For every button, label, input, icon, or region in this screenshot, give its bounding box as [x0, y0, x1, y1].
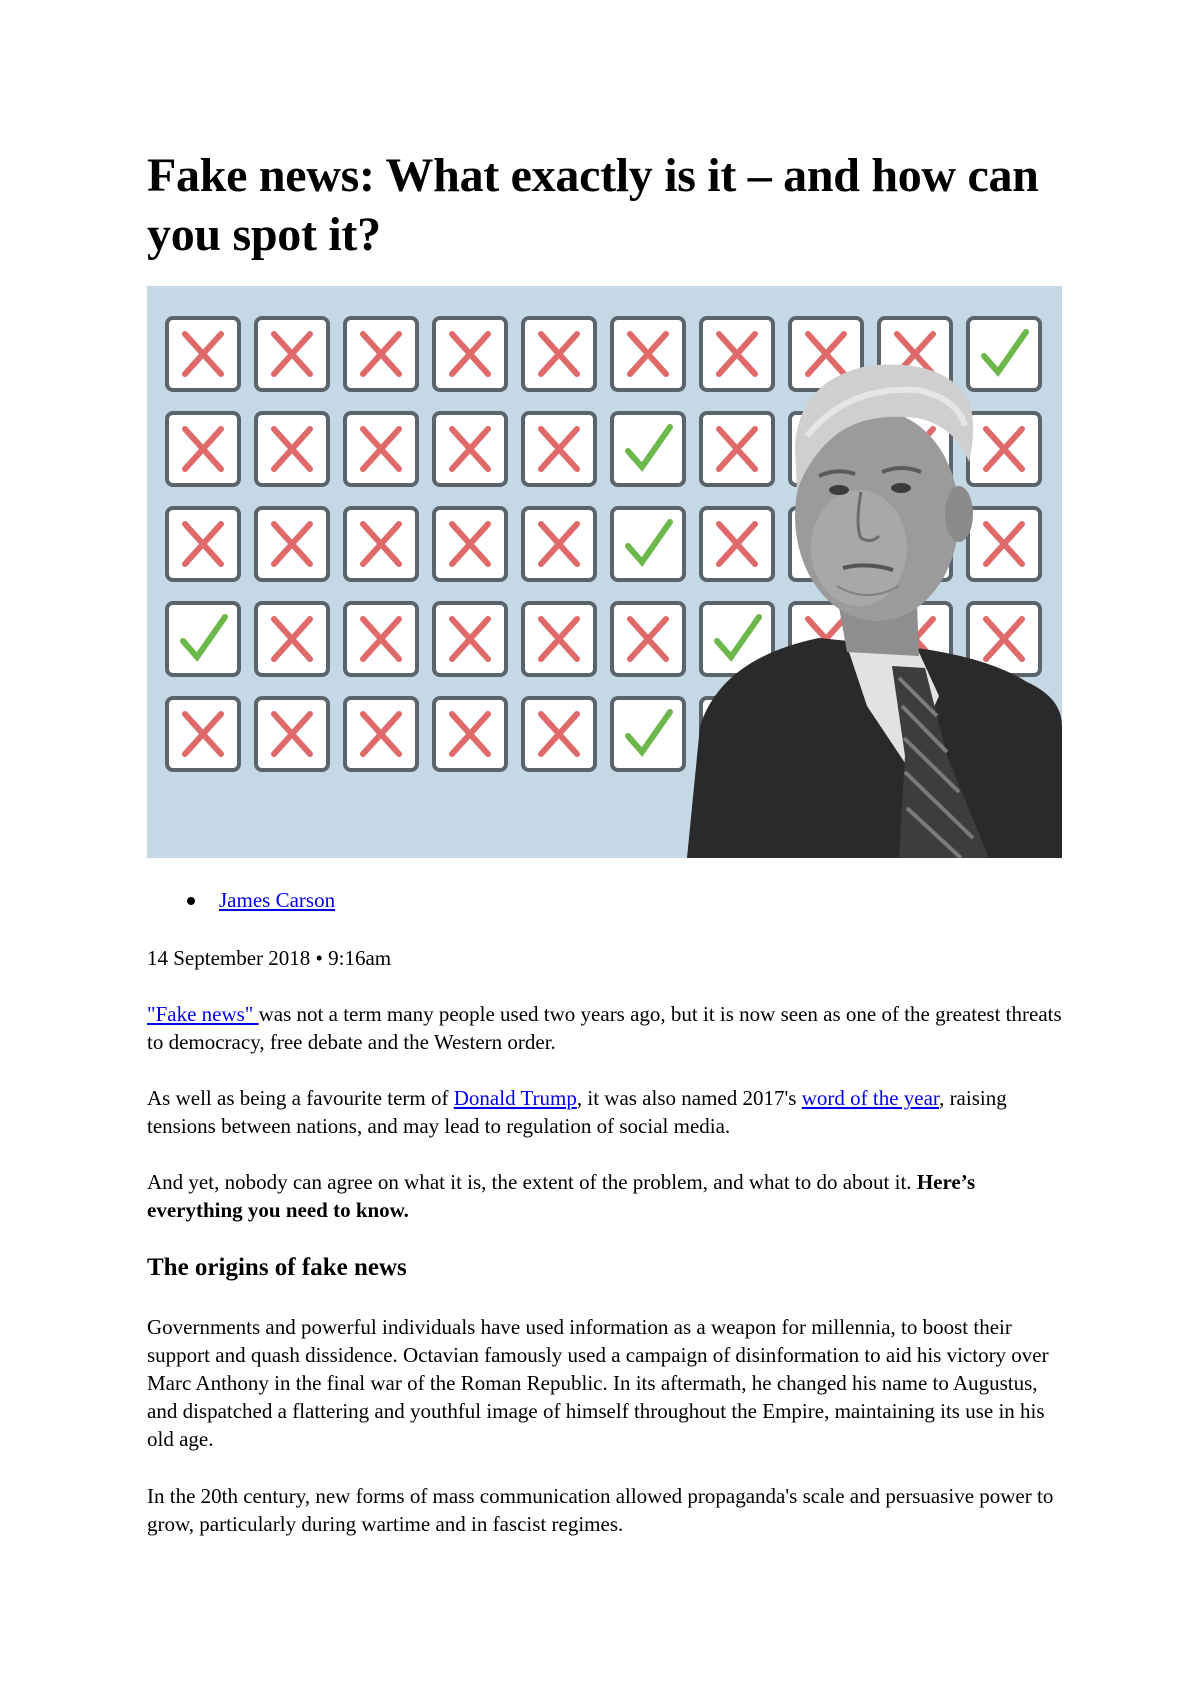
cross-box-icon	[434, 508, 506, 580]
hero-illustration	[147, 286, 1062, 858]
cross-box-icon	[256, 698, 328, 770]
publish-date: 14 September 2018 • 9:16am	[147, 946, 392, 970]
cross-box-icon	[256, 318, 328, 390]
cross-box-icon	[701, 318, 773, 390]
cross-box-icon	[345, 413, 417, 485]
paragraph-bold-text: Here’s everything you need to know.	[147, 1170, 976, 1222]
cross-box-icon	[167, 413, 239, 485]
cross-box-icon	[345, 508, 417, 580]
checkmark-box-icon	[612, 698, 684, 770]
paragraph-trump	[147, 1084, 1067, 1140]
cross-box-icon	[256, 603, 328, 675]
cross-box-icon	[167, 508, 239, 580]
hero-image	[147, 286, 1062, 858]
bullet-icon	[187, 897, 195, 905]
paragraph-origins: Governments and powerful individuals have used information as a weapon for millennia, to boost their support and quash dissidence. Octavian famously used a campaign of disinformation to aid his victory over Marc Anthony in the final war of the Roman Republic. In its aftermath, he changed his name to Augustus, and dispatched a flattering and youthful image of himself throughout the Empire, maintaining its use in his old age.	[147, 1315, 1049, 1451]
cross-box-icon	[523, 508, 595, 580]
cross-box-icon	[167, 318, 239, 390]
fake-news-link[interactable]: "Fake news"	[147, 1002, 259, 1026]
checkmark-box-icon	[612, 413, 684, 485]
cross-box-icon	[523, 413, 595, 485]
paragraph-text: , it was also named 2017's	[576, 1086, 802, 1110]
cross-box-icon	[968, 413, 1040, 485]
author-link[interactable]: James Carson	[219, 888, 336, 912]
donald-trump-link[interactable]: Donald Trump	[453, 1086, 577, 1110]
paragraph-intro	[147, 1000, 1067, 1056]
cross-box-icon	[434, 603, 506, 675]
word-of-the-year-link[interactable]: word of the year	[801, 1086, 940, 1110]
checkmark-box-icon	[968, 318, 1040, 390]
paragraph-summary	[147, 1168, 1067, 1224]
cross-box-icon	[345, 698, 417, 770]
cross-box-icon	[434, 318, 506, 390]
byline-list	[187, 886, 335, 914]
article-title: Fake news: What exactly is it – and how can you spot it?	[147, 149, 1039, 261]
cross-box-icon	[701, 413, 773, 485]
paragraph-text: And yet, nobody can agree on what it is, the extent of the problem, and what to do about it.	[147, 1170, 917, 1194]
cross-box-icon	[167, 698, 239, 770]
cross-box-icon	[345, 318, 417, 390]
paragraph-20th-century: In the 20th century, new forms of mass communication allowed propaganda's scale and persuasive power to grow, particularly during wartime and in fascist regimes.	[147, 1484, 1054, 1536]
cross-box-icon	[434, 698, 506, 770]
cross-box-icon	[345, 603, 417, 675]
cross-box-icon	[256, 413, 328, 485]
cross-box-icon	[612, 603, 684, 675]
cross-box-icon	[612, 318, 684, 390]
cross-box-icon	[523, 698, 595, 770]
checkmark-box-icon	[612, 508, 684, 580]
paragraph-text: , raising tensions between nations, and may lead to regulation of social media.	[147, 1086, 1007, 1138]
cross-box-icon	[256, 508, 328, 580]
cross-box-icon	[701, 508, 773, 580]
cross-box-icon	[968, 508, 1040, 580]
byline-item	[187, 886, 335, 914]
cross-box-icon	[434, 413, 506, 485]
paragraph-text: As well as being a favourite term of	[147, 1086, 454, 1110]
cross-box-icon	[523, 318, 595, 390]
paragraph-text: was not a term many people used two years ago, but it is now seen as one of the greatest threats to democracy, free debate and the Western order.	[147, 1002, 1062, 1054]
section-heading: The origins of fake news	[147, 1254, 407, 1281]
checkmark-box-icon	[167, 603, 239, 675]
cross-box-icon	[523, 603, 595, 675]
